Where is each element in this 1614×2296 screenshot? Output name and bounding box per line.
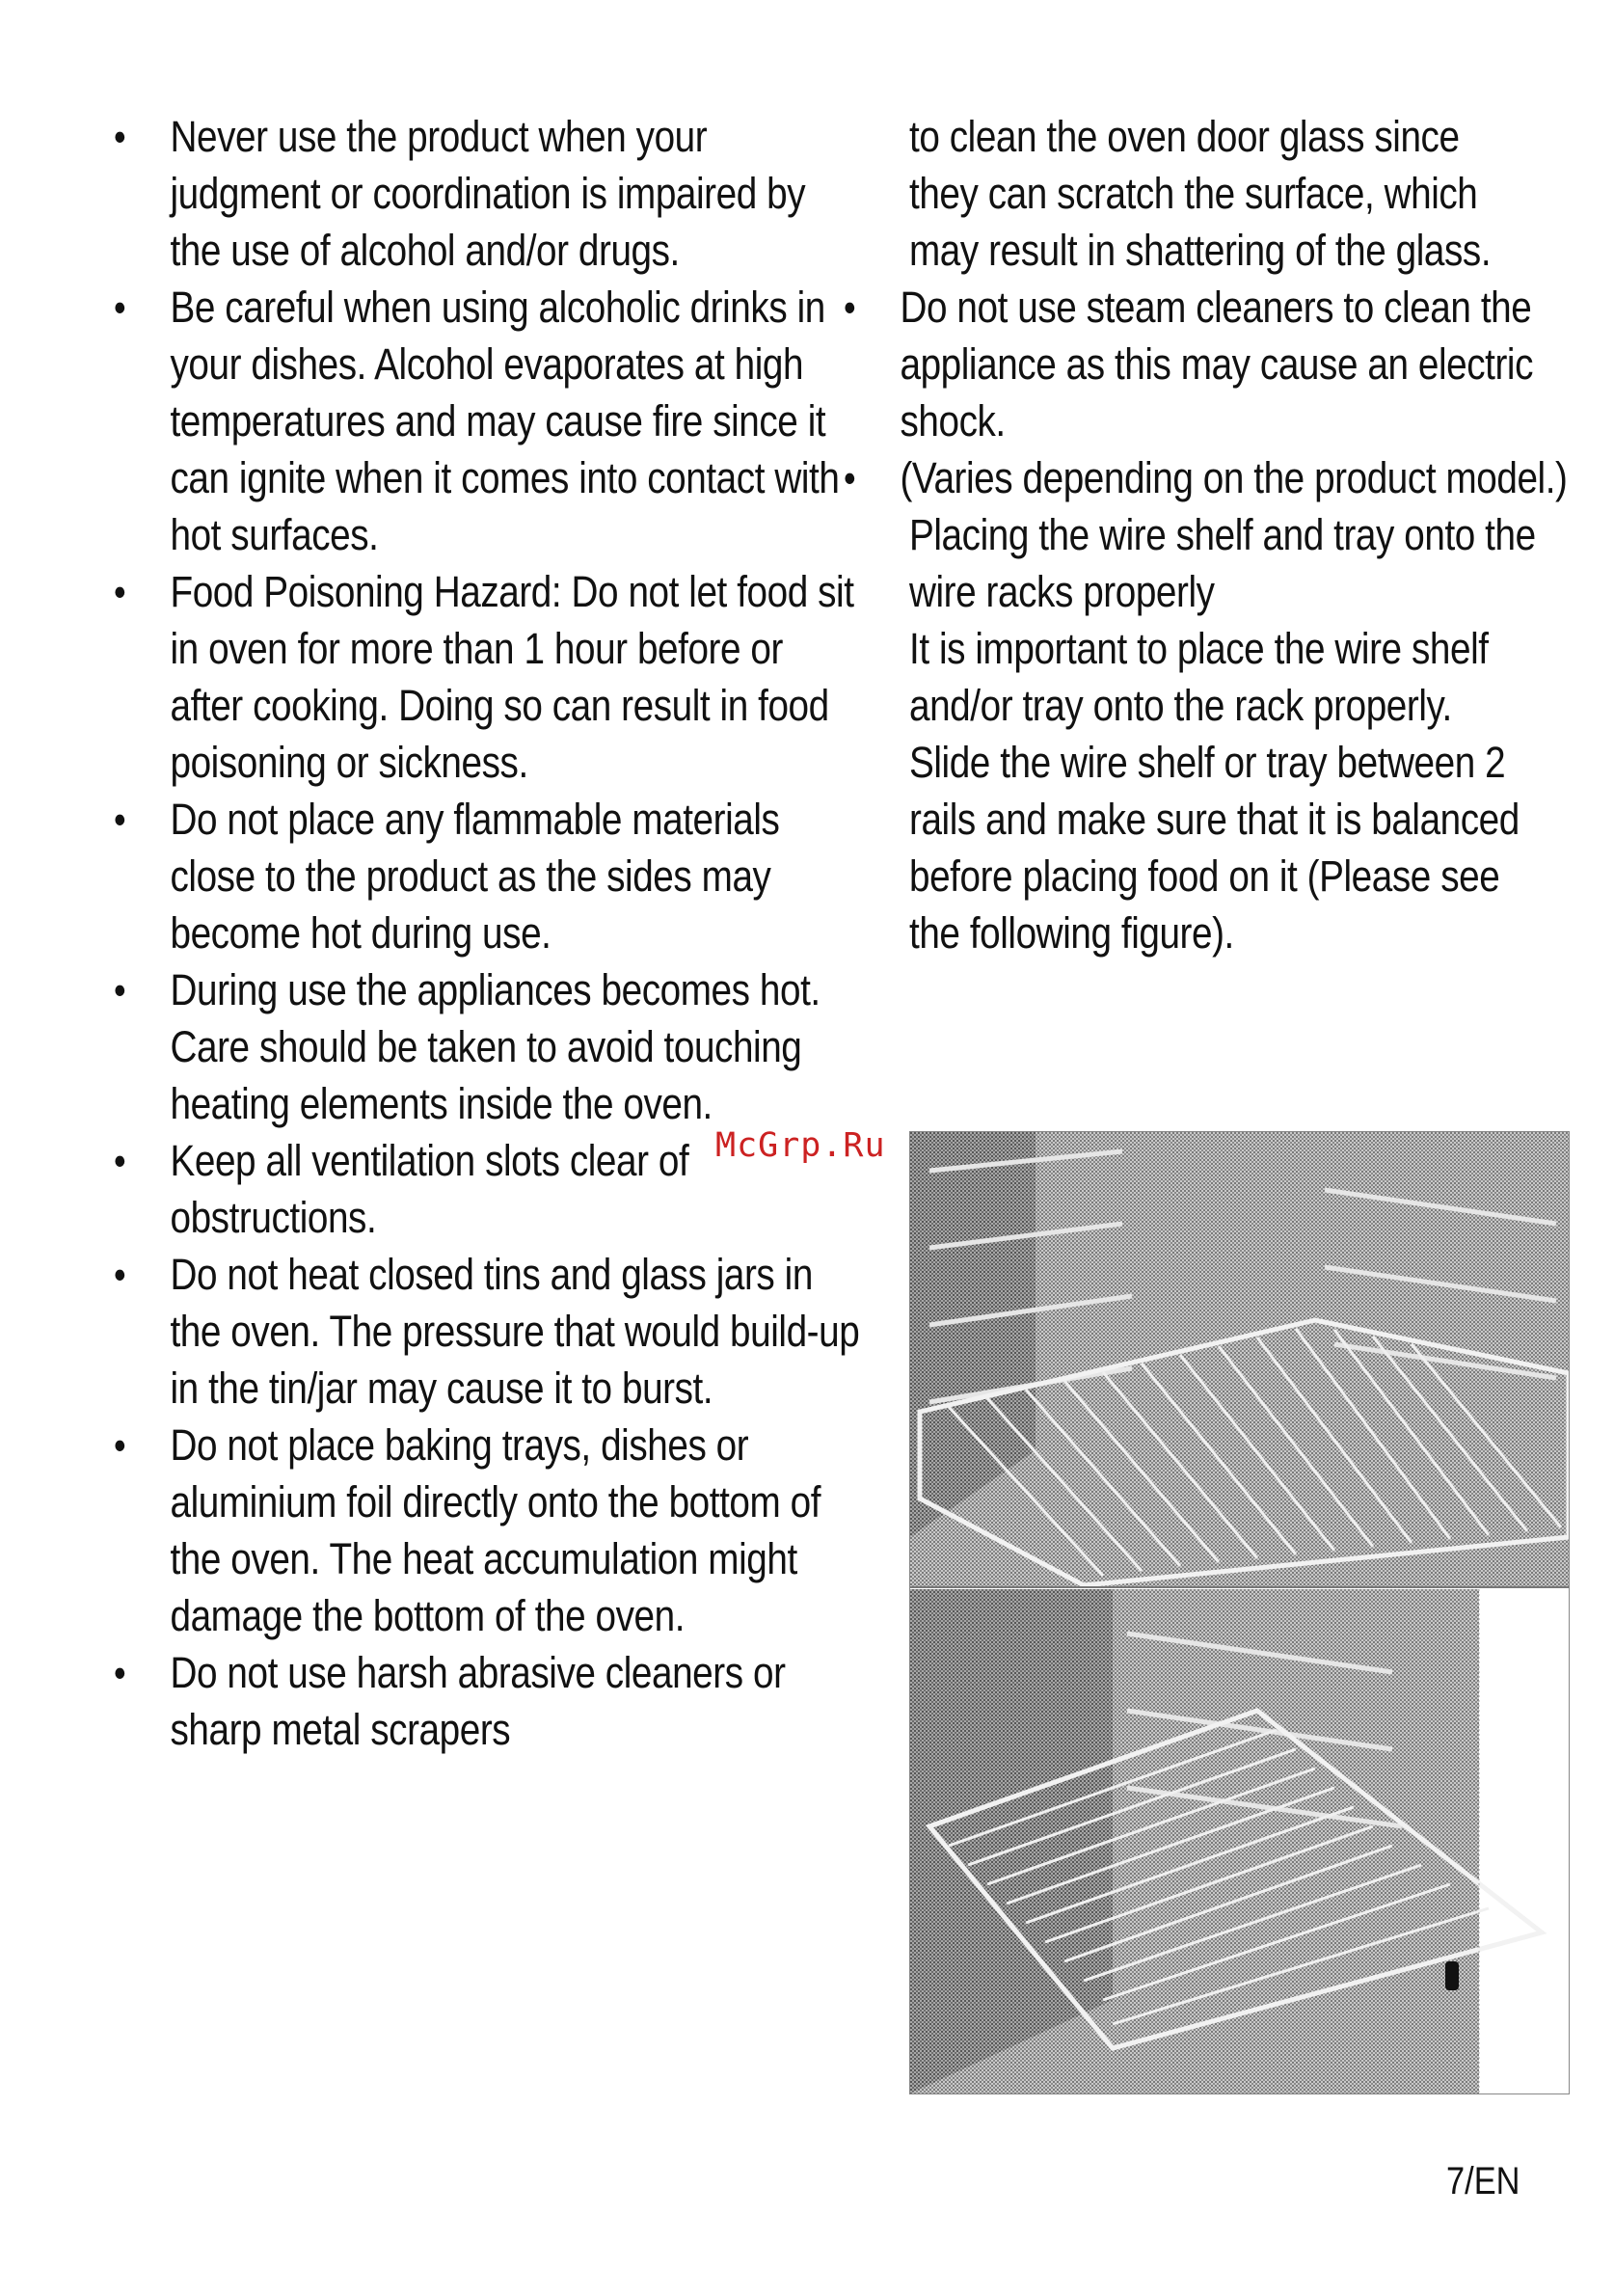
list-item: • During use the appliances becomes hot. Care should be taken to avoid touching heating elements inside the oven. xyxy=(114,961,863,1132)
list-item: • Food Poisoning Hazard: Do not let food sit in oven for more than 1 hour before or after cooking. Doing so can result in food poisoning or sickness. xyxy=(114,563,863,791)
list-item: • Be careful when using alcoholic drinks in your dishes. Alcohol evaporates at high temperatures and may cause fire since it can ignite when it comes into contact with hot surfaces. xyxy=(114,279,863,563)
section-subheading: Placing the wire shelf and tray onto the wire racks properly xyxy=(909,510,1536,616)
safety-list-left xyxy=(114,108,860,1758)
bullet-icon: • xyxy=(844,455,856,500)
continuation-text: to clean the oven door glass since they can scratch the surface, which may result in shattering of the glass. xyxy=(909,112,1492,275)
list-item: • Keep all ventilation slots clear of obstructions. xyxy=(114,1132,863,1246)
bullet-icon: • xyxy=(114,1422,126,1468)
left-column xyxy=(114,108,860,1758)
bullet-icon: • xyxy=(114,569,126,614)
list-item: • Do not use harsh abrasive cleaners or sharp metal scrapers xyxy=(114,1644,863,1758)
list-item: • Do not place baking trays, dishes or aluminium foil directly onto the bottom of the oven. The heat accumulation might damage the bottom of the oven. xyxy=(114,1417,863,1644)
oven-shelf-illustration xyxy=(910,1132,1569,2093)
bullet-icon: • xyxy=(114,1138,126,1183)
wire-shelf-figure xyxy=(909,1131,1570,2094)
list-item: • Do not use steam cleaners to clean the appliance as this may cause an electric shock. xyxy=(844,279,1593,449)
watermark: McGrp.Ru xyxy=(715,1126,886,1165)
bullet-icon: • xyxy=(114,284,126,330)
list-item: • Never use the product when your judgment or coordination is impaired by the use of alcohol and/or drugs. xyxy=(114,108,863,279)
bullet-icon: • xyxy=(114,1650,126,1695)
safety-list-right xyxy=(844,279,1568,506)
list-item: • Do not heat closed tins and glass jars in the oven. The pressure that would build-up in the tin/jar may cause it to burst. xyxy=(114,1246,863,1417)
page-number: 7/EN xyxy=(1446,2160,1520,2202)
list-item: • Do not place any flammable materials close to the product as the sides may become hot during use. xyxy=(114,791,863,961)
continuation-text-block xyxy=(844,108,1538,279)
list-item: • (Varies depending on the product model.) xyxy=(844,449,1593,506)
bullet-icon: • xyxy=(114,1252,126,1297)
bullet-icon: • xyxy=(114,967,126,1013)
bullet-icon: • xyxy=(844,284,856,330)
section-body: It is important to place the wire shelf and/or tray onto the rack properly. Slide the wire shelf or tray between 2 rails and make sure that it is balanced before placing food on it (Please see the following figure). xyxy=(909,624,1520,958)
bullet-icon: • xyxy=(114,114,126,159)
right-column xyxy=(844,108,1568,961)
shelf-instructions xyxy=(844,506,1538,961)
bullet-icon: • xyxy=(114,797,126,842)
